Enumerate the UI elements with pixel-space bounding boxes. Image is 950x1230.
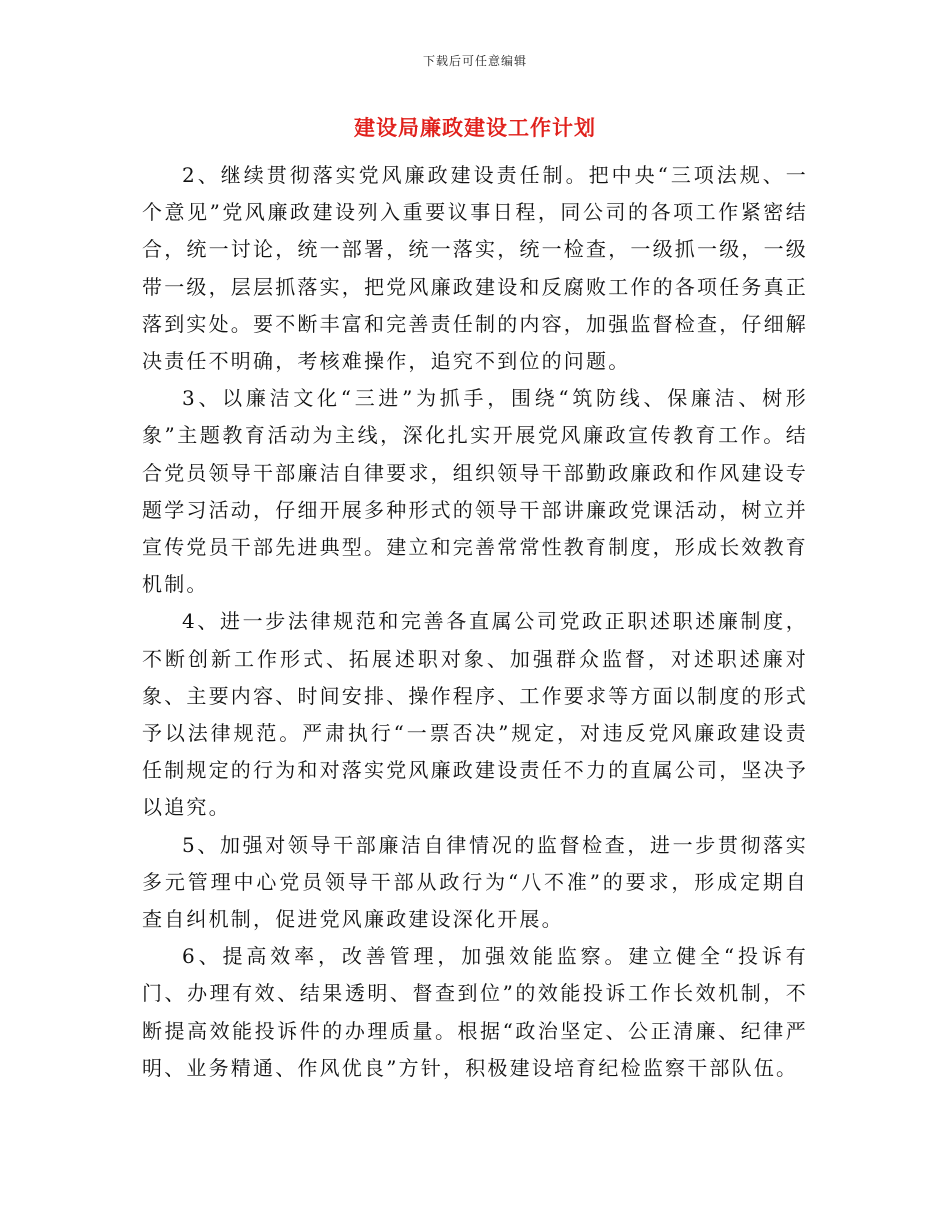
- paragraph-item-3: 3、以廉洁文化“三进”为抓手，围绕“筑防线、保廉洁、树形象”主题教育活动为主线，深化扎实开展党风廉政宣传教育工作。结合党员领导干部廉洁自律要求，组织领导干部勤政廉政和作风建设专题学习活动，仔细开展多种形式的领导干部讲廉政党课活动，树立并宣传党员干部先进典型。建立和完善常常性教育制度，形成长效教育机制。: [142, 386, 808, 597]
- paragraph-item-5: 5、加强对领导干部廉洁自律情况的监督检查，进一步贯彻落实多元管理中心党员领导干部从政行为“八不准”的要求，形成定期自查自纠机制，促进党风廉政建设深化开展。: [142, 832, 808, 932]
- document-title: 建设局廉政建设工作计划: [354, 115, 596, 140]
- paragraph-item-4: 4、进一步法律规范和完善各直属公司党政正职述职述廉制度，不断创新工作形式、拓展述职对象、加强群众监督，对述职述廉对象、主要内容、时间安排、操作程序、工作要求等方面以制度的形式予以法律规范。严肃执行“一票否决”规定，对违反党风廉政建设责任制规定的行为和对落实党风廉政建设责任不力的直属公司，坚决予以追究。: [142, 609, 808, 820]
- paragraph-item-6: 6、提高效率，改善管理，加强效能监察。建立健全“投诉有门、办理有效、结果透明、督查到位”的效能投诉工作长效机制，不断提高效能投诉件的办理质量。根据“政治坚定、公正清廉、纪律严明、业务精通、作风优良”方针，积极建设培育纪检监察干部队伍。: [142, 944, 808, 1080]
- paragraph-item-2: 2、继续贯彻落实党风廉政建设责任制。把中央“三项法规、一个意见”党风廉政建设列入重要议事日程，同公司的各项工作紧密结合，统一讨论，统一部署，统一落实，统一检查，一级抓一级，一级带一级，层层抓落实，把党风廉政建设和反腐败工作的各项任务真正落到实处。要不断丰富和完善责任制的内容，加强监督检查，仔细解决责任不明确，考核难操作，追究不到位的问题。: [142, 163, 808, 374]
- document-body: [142, 157, 808, 1087]
- page-header: 下载后可任意编辑: [422, 54, 527, 68]
